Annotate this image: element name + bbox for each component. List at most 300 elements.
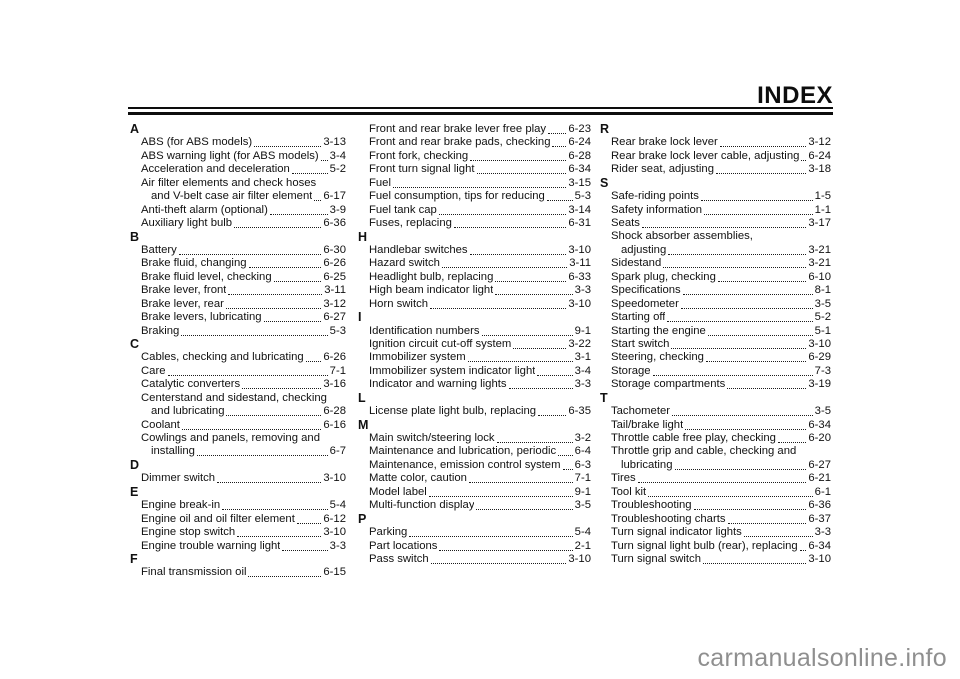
index-entry bbox=[599, 405, 831, 418]
entry-label: Dimmer switch bbox=[141, 472, 216, 485]
entry-label: Coolant bbox=[141, 418, 180, 431]
index-entry-wrap-line bbox=[129, 392, 346, 405]
entry-label: Sidestand bbox=[611, 257, 662, 270]
dot-leader bbox=[685, 429, 806, 430]
page-number: 2-1 bbox=[574, 539, 591, 552]
page-number: 6-24 bbox=[808, 149, 831, 162]
index-entry bbox=[357, 204, 591, 217]
dot-leader bbox=[228, 294, 322, 295]
page-number: 6-23 bbox=[568, 122, 591, 135]
dot-leader bbox=[179, 254, 322, 255]
dot-leader bbox=[537, 375, 572, 376]
page-number: 6-36 bbox=[808, 499, 831, 512]
index-entry bbox=[599, 513, 831, 526]
page-number: 6-28 bbox=[323, 405, 346, 418]
entry-label: Centerstand and sidestand, checking bbox=[141, 391, 327, 404]
index-entry bbox=[129, 298, 346, 311]
dot-leader bbox=[431, 563, 567, 564]
entry-label: Front and rear brake pads, checking bbox=[369, 136, 551, 149]
page-number: 3-14 bbox=[568, 203, 591, 216]
page-number: 6-30 bbox=[323, 243, 346, 256]
dot-leader bbox=[704, 214, 813, 215]
index-entry bbox=[599, 136, 831, 149]
index-entry bbox=[599, 257, 831, 270]
index-entry bbox=[357, 177, 591, 190]
page-number: 6-20 bbox=[808, 432, 831, 445]
page-number: 6-16 bbox=[323, 418, 346, 431]
entry-label: Brake levers, lubricating bbox=[141, 311, 262, 324]
dot-leader bbox=[513, 348, 566, 349]
page-number: 3-5 bbox=[574, 499, 591, 512]
entry-label: Immobilizer system bbox=[369, 351, 466, 364]
page-number: 6-27 bbox=[323, 311, 346, 324]
page-number: 7-1 bbox=[574, 472, 591, 485]
page-number: 6-34 bbox=[808, 418, 831, 431]
dot-leader bbox=[663, 267, 806, 268]
page-number: 3-15 bbox=[568, 176, 591, 189]
page-number: 3-10 bbox=[568, 297, 591, 310]
page-number: 3-10 bbox=[323, 472, 346, 485]
section-letter-B: B bbox=[130, 229, 140, 244]
dot-leader bbox=[442, 267, 567, 268]
entry-label: Brake lever, front bbox=[141, 284, 227, 297]
page-number: 6-10 bbox=[808, 270, 831, 283]
index-column-2 bbox=[357, 123, 591, 566]
index-entry bbox=[599, 351, 831, 364]
page-number: 3-10 bbox=[323, 526, 346, 539]
page-number: 9-1 bbox=[574, 485, 591, 498]
index-entry-wrap-line bbox=[129, 432, 346, 445]
page-number: 3-12 bbox=[323, 297, 346, 310]
page-number: 3-9 bbox=[329, 203, 346, 216]
dot-leader bbox=[321, 160, 328, 161]
page-number: 5-2 bbox=[814, 311, 831, 324]
page-number: 3-1 bbox=[574, 351, 591, 364]
index-entry bbox=[599, 378, 831, 391]
dot-leader bbox=[468, 361, 573, 362]
index-entry bbox=[357, 284, 591, 297]
index-entry bbox=[599, 338, 831, 351]
index-entry bbox=[599, 204, 831, 217]
entry-label: Tachometer bbox=[611, 405, 671, 418]
page-number: 3-4 bbox=[329, 149, 346, 162]
page-number: 3-10 bbox=[568, 243, 591, 256]
dot-leader bbox=[297, 523, 322, 524]
index-entry bbox=[599, 419, 831, 432]
dot-leader bbox=[197, 455, 328, 456]
index-entry bbox=[129, 190, 346, 203]
dot-leader bbox=[681, 308, 813, 309]
dot-leader bbox=[671, 348, 806, 349]
page-number: 6-21 bbox=[808, 472, 831, 485]
index-entry bbox=[357, 526, 591, 539]
entry-label: Shock absorber assemblies, bbox=[611, 230, 753, 243]
index-entry-wrap-line bbox=[129, 177, 346, 190]
page-number: 3-21 bbox=[808, 257, 831, 270]
page-number: 7-1 bbox=[329, 364, 346, 377]
section-letter-P: P bbox=[358, 511, 367, 526]
entry-label: Ignition circuit cut-off system bbox=[369, 337, 512, 350]
dot-leader bbox=[439, 550, 572, 551]
entry-label: Model label bbox=[369, 485, 427, 498]
dot-leader bbox=[495, 294, 572, 295]
index-entry bbox=[129, 378, 346, 391]
index-entry bbox=[129, 284, 346, 297]
dot-leader bbox=[495, 281, 566, 282]
dot-leader bbox=[667, 321, 812, 322]
index-entry bbox=[129, 163, 346, 176]
index-entry bbox=[357, 123, 591, 136]
page-number: 6-1 bbox=[814, 485, 831, 498]
index-entry bbox=[599, 540, 831, 553]
index-entry bbox=[599, 190, 831, 203]
entry-label: License plate light bulb, replacing bbox=[369, 405, 537, 418]
page-number: 3-3 bbox=[574, 378, 591, 391]
page-number: 6-34 bbox=[568, 163, 591, 176]
index-entry bbox=[129, 271, 346, 284]
index-entry bbox=[357, 298, 591, 311]
index-entry bbox=[357, 190, 591, 203]
section-letter-L: L bbox=[358, 390, 366, 405]
entry-label: Headlight bulb, replacing bbox=[369, 270, 494, 283]
entry-label: Tail/brake light bbox=[611, 418, 684, 431]
page-number: 5-4 bbox=[574, 526, 591, 539]
page-number: 3-10 bbox=[808, 337, 831, 350]
page-number: 5-3 bbox=[574, 190, 591, 203]
entry-label: Engine trouble warning light bbox=[141, 539, 281, 552]
dot-leader bbox=[497, 442, 573, 443]
page-number: 6-24 bbox=[568, 136, 591, 149]
page-number: 6-27 bbox=[808, 458, 831, 471]
section-letter-D: D bbox=[130, 457, 140, 472]
entry-label: Troubleshooting charts bbox=[611, 512, 726, 525]
index-column-3 bbox=[599, 123, 831, 566]
index-entry bbox=[129, 405, 346, 418]
index-entry bbox=[129, 472, 346, 485]
index-entry bbox=[357, 365, 591, 378]
page-number: 3-2 bbox=[574, 432, 591, 445]
index-entry bbox=[129, 419, 346, 432]
dot-leader bbox=[675, 469, 807, 470]
dot-leader bbox=[547, 200, 573, 201]
dot-leader bbox=[668, 254, 806, 255]
entry-label: and lubricating bbox=[151, 405, 225, 418]
entry-label: Brake fluid, changing bbox=[141, 257, 247, 270]
page-number: 6-29 bbox=[808, 351, 831, 364]
index-entry bbox=[599, 271, 831, 284]
page-number: 3-21 bbox=[808, 243, 831, 256]
entry-label: Main switch/steering lock bbox=[369, 432, 495, 445]
dot-leader bbox=[470, 160, 566, 161]
index-entry bbox=[599, 432, 831, 445]
index-entry bbox=[129, 566, 346, 579]
index-entry bbox=[129, 136, 346, 149]
index-entry bbox=[129, 325, 346, 338]
page-number: 6-26 bbox=[323, 257, 346, 270]
entry-label: Acceleration and deceleration bbox=[141, 163, 290, 176]
entry-label: Hazard switch bbox=[369, 257, 440, 270]
entry-label: and V-belt case air filter element bbox=[151, 190, 313, 203]
index-entry bbox=[357, 540, 591, 553]
dot-leader bbox=[439, 214, 567, 215]
section-letter-A: A bbox=[130, 122, 140, 136]
entry-label: lubricating bbox=[621, 458, 673, 471]
index-entry bbox=[599, 284, 831, 297]
dot-leader bbox=[694, 509, 807, 510]
index-entry bbox=[357, 486, 591, 499]
index-entry bbox=[357, 351, 591, 364]
dot-leader bbox=[270, 214, 328, 215]
index-entry bbox=[599, 298, 831, 311]
dot-leader bbox=[182, 429, 321, 430]
dot-leader bbox=[306, 361, 322, 362]
dot-leader bbox=[409, 536, 572, 537]
section-letter-T: T bbox=[600, 390, 608, 405]
entry-label: Specifications bbox=[611, 284, 681, 297]
entry-label: Catalytic converters bbox=[141, 378, 241, 391]
dot-leader bbox=[226, 308, 321, 309]
dot-leader bbox=[727, 388, 806, 389]
dot-leader bbox=[642, 227, 806, 228]
dot-leader bbox=[264, 321, 322, 322]
page-number: 6-33 bbox=[568, 270, 591, 283]
dot-leader bbox=[237, 536, 321, 537]
entry-label: Pass switch bbox=[369, 552, 429, 565]
entry-label: Engine break-in bbox=[141, 499, 221, 512]
entry-label: Throttle cable free play, checking bbox=[611, 432, 776, 445]
watermark-text: carmanualsonline.info bbox=[697, 644, 947, 672]
page-number: 6-37 bbox=[808, 512, 831, 525]
index-entry bbox=[599, 365, 831, 378]
page-number: 6-31 bbox=[568, 217, 591, 230]
entry-label: Turn signal switch bbox=[611, 552, 701, 565]
page-number: 6-7 bbox=[329, 445, 346, 458]
entry-label: Rear brake lock lever cable, adjusting bbox=[611, 149, 800, 162]
index-entry bbox=[357, 217, 591, 230]
dot-leader bbox=[672, 415, 813, 416]
page-number: 8-1 bbox=[814, 284, 831, 297]
page-number: 6-4 bbox=[574, 445, 591, 458]
index-entry bbox=[129, 257, 346, 270]
index-entry-wrap-line bbox=[599, 446, 831, 459]
page-number: 6-28 bbox=[568, 149, 591, 162]
entry-label: Steering, checking bbox=[611, 351, 704, 364]
dot-leader bbox=[701, 200, 813, 201]
page-number: 3-3 bbox=[574, 284, 591, 297]
entry-label: Auxiliary light bulb bbox=[141, 217, 233, 230]
page-number: 3-5 bbox=[814, 297, 831, 310]
index-entry bbox=[599, 244, 831, 257]
entry-label: Braking bbox=[141, 324, 180, 337]
index-entry bbox=[599, 526, 831, 539]
page-number: 3-12 bbox=[808, 136, 831, 149]
entry-label: Part locations bbox=[369, 539, 438, 552]
index-entry bbox=[357, 150, 591, 163]
index-entry bbox=[357, 446, 591, 459]
index-entry bbox=[129, 365, 346, 378]
dot-leader bbox=[482, 335, 573, 336]
entry-label: Indicator and warning lights bbox=[369, 378, 507, 391]
page-number: 5-2 bbox=[329, 163, 346, 176]
section-letter-C: C bbox=[130, 337, 140, 351]
index-entry bbox=[129, 351, 346, 364]
entry-label: installing bbox=[151, 445, 195, 458]
entry-label: Multi-function display bbox=[369, 499, 475, 512]
entry-label: Parking bbox=[369, 526, 408, 539]
dot-leader bbox=[716, 173, 806, 174]
page-number: 5-3 bbox=[329, 324, 346, 337]
entry-label: Storage compartments bbox=[611, 378, 726, 391]
entry-label: Care bbox=[141, 364, 166, 377]
dot-leader bbox=[477, 173, 567, 174]
entry-label: Spark plug, checking bbox=[611, 270, 716, 283]
dot-leader bbox=[226, 415, 321, 416]
index-entry bbox=[599, 486, 831, 499]
index-entry bbox=[129, 540, 346, 553]
dot-leader bbox=[430, 308, 566, 309]
dot-leader bbox=[683, 294, 813, 295]
dot-leader bbox=[703, 563, 806, 564]
entry-label: Tires bbox=[611, 472, 636, 485]
dot-leader bbox=[429, 496, 573, 497]
page-number: 1-1 bbox=[814, 203, 831, 216]
dot-leader bbox=[720, 146, 807, 147]
index-entry bbox=[357, 432, 591, 445]
index-entry bbox=[599, 150, 831, 163]
section-letter-F: F bbox=[130, 552, 138, 566]
entry-label: Brake lever, rear bbox=[141, 297, 224, 310]
entry-label: Front turn signal light bbox=[369, 163, 475, 176]
index-entry bbox=[357, 378, 591, 391]
entry-label: Safe-riding points bbox=[611, 190, 699, 203]
dot-leader bbox=[222, 509, 328, 510]
dot-leader bbox=[282, 550, 327, 551]
entry-label: Horn switch bbox=[369, 297, 429, 310]
dot-leader bbox=[476, 509, 572, 510]
index-entry bbox=[599, 325, 831, 338]
dot-leader bbox=[538, 415, 566, 416]
dot-leader bbox=[314, 200, 321, 201]
index-entry bbox=[357, 244, 591, 257]
index-entry bbox=[357, 271, 591, 284]
entry-label: adjusting bbox=[621, 243, 667, 256]
index-entry bbox=[357, 499, 591, 512]
index-entry bbox=[599, 553, 831, 566]
page-number: 3-3 bbox=[814, 526, 831, 539]
page-number: 6-12 bbox=[323, 512, 346, 525]
entry-label: Tool kit bbox=[611, 485, 647, 498]
section-letter-R: R bbox=[600, 122, 610, 136]
page-number: 6-3 bbox=[574, 458, 591, 471]
dot-leader bbox=[801, 160, 806, 161]
page-number: 3-5 bbox=[814, 405, 831, 418]
dot-leader bbox=[718, 281, 807, 282]
dot-leader bbox=[181, 335, 327, 336]
index-entry bbox=[357, 553, 591, 566]
dot-leader bbox=[708, 335, 813, 336]
header-double-rule bbox=[128, 107, 833, 115]
index-entry bbox=[599, 217, 831, 230]
dot-leader bbox=[509, 388, 573, 389]
dot-leader bbox=[728, 523, 807, 524]
page-title: INDEX bbox=[757, 82, 833, 109]
page-number: 3-3 bbox=[329, 539, 346, 552]
page-number: 3-22 bbox=[568, 337, 591, 350]
entry-label: Engine oil and oil filter element bbox=[141, 512, 295, 525]
dot-leader bbox=[393, 187, 566, 188]
page-number: 6-34 bbox=[808, 539, 831, 552]
page-number: 3-10 bbox=[568, 552, 591, 565]
dot-leader bbox=[744, 536, 813, 537]
entry-label: Troubleshooting bbox=[611, 499, 692, 512]
entry-label: Brake fluid level, checking bbox=[141, 270, 272, 283]
entry-label: Fuses, replacing bbox=[369, 217, 452, 230]
dot-leader bbox=[292, 173, 328, 174]
entry-label: Matte color, caution bbox=[369, 472, 467, 485]
entry-label: Air filter elements and check hoses bbox=[141, 176, 317, 189]
index-entry bbox=[357, 472, 591, 485]
entry-label: Battery bbox=[141, 243, 177, 256]
page-number: 3-4 bbox=[574, 364, 591, 377]
dot-leader bbox=[638, 482, 807, 483]
entry-label: Anti-theft alarm (optional) bbox=[141, 203, 268, 216]
dot-leader bbox=[800, 550, 807, 551]
entry-label: Cowlings and panels, removing and bbox=[141, 432, 320, 445]
section-letter-I: I bbox=[358, 310, 362, 325]
dot-leader bbox=[552, 146, 566, 147]
entry-label: Turn signal indicator lights bbox=[611, 526, 742, 539]
index-entry bbox=[129, 311, 346, 324]
entry-label: Fuel bbox=[369, 176, 391, 189]
page-number: 9-1 bbox=[574, 324, 591, 337]
index-entry bbox=[357, 136, 591, 149]
entry-label: Maintenance and lubrication, periodic bbox=[369, 445, 557, 458]
dot-leader bbox=[563, 469, 573, 470]
index-entry bbox=[129, 446, 346, 459]
dot-leader bbox=[778, 442, 806, 443]
page-number: 1-5 bbox=[814, 190, 831, 203]
index-entry bbox=[129, 526, 346, 539]
dot-leader bbox=[470, 254, 567, 255]
index-entry bbox=[599, 311, 831, 324]
page-number: 6-17 bbox=[323, 190, 346, 203]
dot-leader bbox=[454, 227, 566, 228]
page-number: 6-15 bbox=[323, 566, 346, 579]
page-number: 3-10 bbox=[808, 552, 831, 565]
dot-leader bbox=[648, 496, 813, 497]
dot-leader bbox=[254, 146, 321, 147]
section-letter-H: H bbox=[358, 229, 368, 244]
entry-label: Final transmission oil bbox=[141, 566, 247, 579]
dot-leader bbox=[249, 267, 322, 268]
dot-leader bbox=[548, 133, 566, 134]
page-number: 3-19 bbox=[808, 378, 831, 391]
entry-label: Cables, checking and lubricating bbox=[141, 351, 304, 364]
entry-label: Engine stop switch bbox=[141, 526, 236, 539]
dot-leader bbox=[242, 388, 321, 389]
section-letter-M: M bbox=[358, 417, 369, 432]
entry-label: Identification numbers bbox=[369, 324, 480, 337]
index-entry bbox=[599, 163, 831, 176]
page-number: 6-35 bbox=[568, 405, 591, 418]
index-entry bbox=[129, 217, 346, 230]
dot-leader bbox=[469, 482, 573, 483]
dot-leader bbox=[217, 482, 321, 483]
entry-label: Handlebar switches bbox=[369, 243, 468, 256]
entry-label: Front and rear brake lever free play bbox=[369, 122, 547, 135]
page-number: 5-4 bbox=[329, 499, 346, 512]
index-entry bbox=[599, 499, 831, 512]
